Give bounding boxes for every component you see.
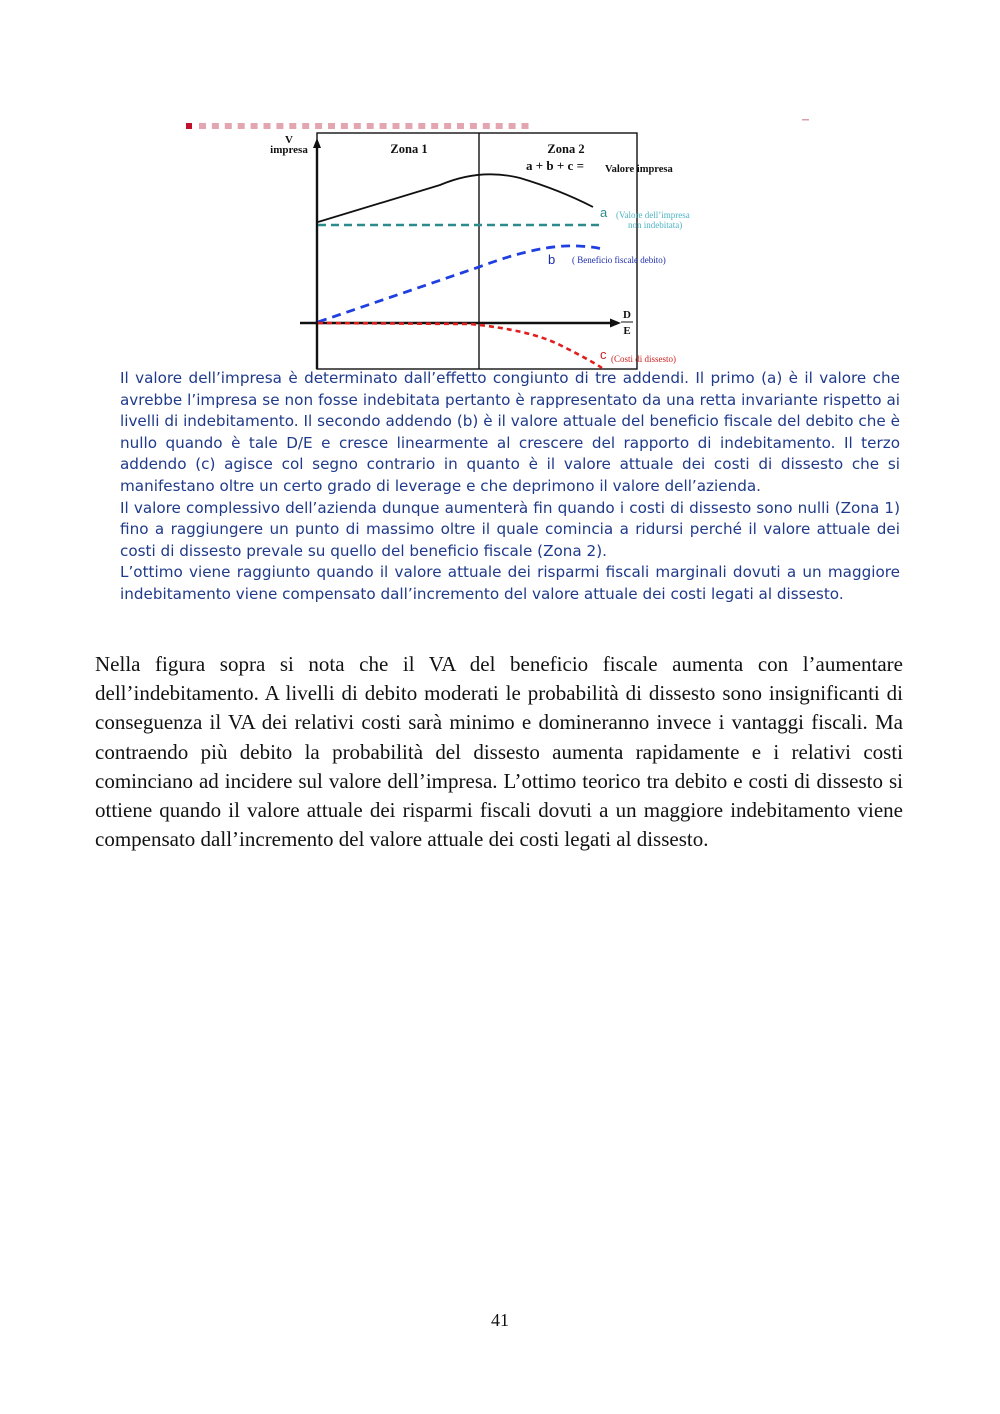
- sum-formula: a + b + c =: [526, 158, 584, 173]
- header-dot: [302, 123, 309, 129]
- page-number: 41: [491, 1310, 509, 1330]
- header-dot: [405, 123, 412, 129]
- y-axis-label-v: V: [285, 134, 293, 146]
- x-axis-label-e: E: [623, 325, 631, 337]
- curve-c-note: (Costi di dissesto): [611, 354, 677, 364]
- header-dot: [354, 123, 361, 129]
- header-dot: [470, 123, 477, 129]
- header-dot: [367, 123, 374, 129]
- figure-caption: [120, 368, 900, 606]
- y-axis-arrow: [313, 138, 321, 148]
- curve-a-note-line1: (Valore dell’impresa: [616, 210, 690, 220]
- curve-a-note-line2: non indebitata): [628, 220, 683, 230]
- caption-paragraph-2: Il valore complessivo dell’azienda dunque aumenterà fin quando i costi di dissesto sono nulli (Zona 1) fino a raggiungere un punto di massimo oltre il quale comincia a ridursi perché il valore attuale dei costi di dissesto prevale su quello del beneficio fiscale (Zona 2).: [120, 498, 900, 560]
- header-dot: [431, 123, 438, 129]
- header-dot: [380, 123, 387, 129]
- x-axis-arrow: [610, 319, 621, 328]
- body-paragraph: Nella figura sopra si nota che il VA del beneficio fiscale aumenta con l’aumentare dell’indebitamento. A livelli di debito moderati le probabilità di dissesto sono insignificanti di conseguenza il VA dei relativi costi sarà minimo e domineranno invece i vantaggi fiscali. Ma contraendo più debito la probabilità del dissesto aumenta rapidamente e i relativi costi cominciano ad incidere sul valore dell’impresa. L’ottimo teorico tra debito e costi di dissesto si ottiene quando il valore attuale dei risparmi fiscali dovuti a un maggiore indebitamento viene compensato dall’incremento del valore attuale dei costi legati al dissesto.: [95, 652, 903, 852]
- curve-a-letter: a: [600, 205, 608, 220]
- x-axis-label-d: D: [623, 309, 631, 321]
- header-dot: [315, 123, 322, 129]
- header-dot: [238, 123, 245, 129]
- total-value-curve: [318, 174, 593, 222]
- header-dotted-bar: [199, 123, 529, 129]
- header-dot: [199, 123, 206, 129]
- header-dot: [276, 123, 283, 129]
- curve-b-letter: b: [548, 252, 556, 267]
- header-dot: [341, 123, 348, 129]
- total-value-label: Valore impresa: [605, 164, 673, 175]
- curve-b-tax-benefit: [318, 246, 605, 322]
- value-of-firm-diagram: [0, 0, 1000, 380]
- header-dot: [328, 123, 335, 129]
- header-dot: [483, 123, 490, 129]
- header-dot: [444, 123, 451, 129]
- header-dot: [522, 123, 529, 129]
- header-dot: [509, 123, 516, 129]
- curve-c-letter: c: [600, 347, 607, 362]
- caption-paragraph-3: L’ottimo viene raggiunto quando il valore attuale dei risparmi fiscali marginali dovuti a un maggiore indebitamento viene compensato dall’incremento del valore attuale dei costi legati al dissesto.: [120, 563, 900, 603]
- header-dash: [802, 119, 809, 121]
- header-dot: [251, 123, 258, 129]
- zone-2-label: Zona 2: [547, 142, 585, 156]
- header-square: [186, 123, 192, 129]
- y-axis-label-impresa: impresa: [270, 144, 308, 156]
- header-dot: [496, 123, 503, 129]
- zone-1-label: Zona 1: [390, 142, 428, 156]
- header-dot: [289, 123, 296, 129]
- header-dot: [418, 123, 425, 129]
- header-dot: [225, 123, 232, 129]
- header-dot: [264, 123, 271, 129]
- caption-paragraph-1: Il valore dell’impresa è determinato dall’effetto congiunto di tre addendi. Il primo (a) è il valore che avrebbe l’impresa se non fosse indebitata pertanto è rappresentato da una retta invariante rispetto ai livelli di indebitamento. Il secondo addendo (b) è il valore attuale del beneficio fiscale del debito che è nullo quando è tale D/E e cresce linearmente al crescere del rapporto di indebitamento. Il terzo addendo (c) agisce col segno contrario in quanto è il valore attuale dei costi di dissesto che si manifestano oltre un certo grado di leverage e che deprimono il valore dell’azienda.: [120, 369, 900, 495]
- header-dot: [212, 123, 219, 129]
- header-dot: [393, 123, 400, 129]
- curve-b-note: ( Beneficio fiscale debito): [572, 255, 666, 265]
- header-dot: [457, 123, 464, 129]
- plot-frame: [317, 133, 637, 369]
- curve-c-distress-costs: [318, 323, 602, 368]
